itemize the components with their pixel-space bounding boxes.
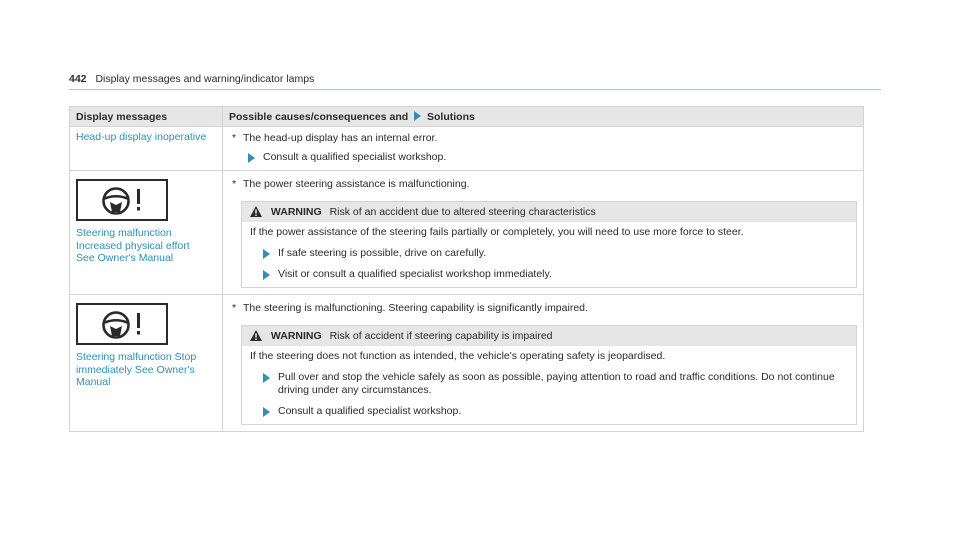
- action-item: [250, 247, 848, 260]
- warning-label: WARNING: [270, 206, 322, 218]
- col-header-causes: [223, 107, 864, 127]
- cause-text: The power steering assistance is malfunctioning.: [243, 178, 470, 190]
- warning-header: [242, 202, 856, 222]
- cause-item: [229, 177, 857, 191]
- table-row: [70, 171, 864, 295]
- table-row: [70, 295, 864, 432]
- cause-item: [229, 131, 857, 145]
- cause-item: [229, 301, 857, 315]
- bullet-icon: *: [232, 302, 237, 314]
- action-text: Pull over and stop the vehicle safely as soon as possible, paying attention to road and traffic conditions. Do not continue driving under any circumstances.: [278, 371, 835, 396]
- action-text: Consult a qualified specialist workshop.: [263, 151, 447, 163]
- message-cell: [70, 171, 223, 295]
- cause-cell: [223, 127, 864, 171]
- action-item: [229, 151, 857, 164]
- cause-cell: [223, 295, 864, 432]
- table-row: [70, 127, 864, 171]
- display-messages-table: [69, 106, 864, 432]
- display-message-line: immediately See Owner's: [76, 363, 195, 376]
- action-item: [250, 371, 848, 397]
- bullet-icon: *: [232, 178, 237, 190]
- steering-wheel-warning-icon: [76, 179, 168, 221]
- message-cell: [70, 127, 223, 171]
- warning-header: [242, 326, 856, 346]
- steering-wheel-warning-icon: [76, 303, 168, 345]
- warning-triangle-icon: [250, 206, 262, 217]
- bullet-icon: *: [232, 132, 237, 144]
- message-cell: [70, 295, 223, 432]
- table-header-row: [70, 107, 864, 127]
- solution-arrow-icon: [414, 111, 421, 121]
- page-number: 442: [69, 73, 87, 85]
- cause-text: The steering is malfunctioning. Steering capability is significantly impaired.: [243, 302, 588, 314]
- warning-title: Risk of an accident due to altered steering characteristics: [329, 206, 596, 218]
- action-item: [250, 268, 848, 281]
- warning-label: WARNING: [270, 330, 322, 342]
- display-message-line: Steering malfunction Stop: [76, 351, 197, 363]
- action-arrow-icon: [263, 407, 270, 417]
- display-message-line: Steering malfunction: [76, 227, 172, 239]
- warning-body: [242, 346, 856, 424]
- warning-triangle-icon: [250, 330, 262, 341]
- page-title: Display messages and warning/indicator lamps: [95, 73, 315, 85]
- cause-text: The head-up display has an internal error.: [243, 132, 438, 144]
- warning-body: [242, 222, 856, 287]
- action-text: If safe steering is possible, drive on carefully.: [278, 247, 487, 259]
- action-text: Visit or consult a qualified specialist workshop immediately.: [278, 268, 552, 280]
- col-header-solutions-text: Solutions: [427, 110, 475, 123]
- warning-title: Risk of accident if steering capability is impaired: [329, 330, 553, 342]
- action-arrow-icon: [263, 249, 270, 259]
- action-text: Consult a qualified specialist workshop.: [278, 405, 462, 417]
- warning-text: If the power assistance of the steering fails partially or completely, you will need to use more force to steer.: [250, 226, 744, 238]
- display-message-line: Manual: [76, 376, 111, 388]
- action-arrow-icon: [248, 153, 255, 163]
- warning-text: If the steering does not function as intended, the vehicle's operating safety is jeopardised.: [250, 350, 666, 362]
- col-header-messages: Display messages: [70, 107, 223, 127]
- action-item: [250, 405, 848, 418]
- action-arrow-icon: [263, 270, 270, 280]
- page-header: [69, 73, 881, 85]
- warning-box: [241, 325, 857, 425]
- display-message-line: See Owner's Manual: [76, 252, 174, 264]
- header-rule: [69, 89, 881, 90]
- warning-box: [241, 201, 857, 288]
- display-message-line: Increased physical effort: [76, 239, 190, 252]
- cause-cell: [223, 171, 864, 295]
- col-header-causes-text: Possible causes/consequences and: [229, 110, 409, 123]
- action-arrow-icon: [263, 373, 270, 383]
- display-message: Head-up display inoperative: [76, 131, 207, 143]
